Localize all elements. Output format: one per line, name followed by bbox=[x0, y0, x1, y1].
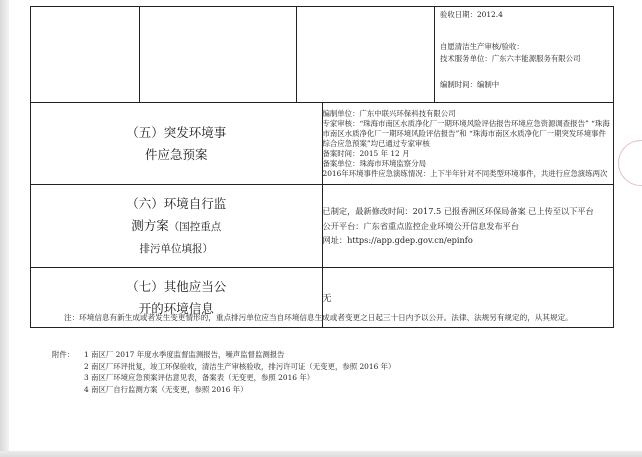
acceptance-date: 编制时间：编制中 bbox=[440, 80, 500, 89]
page-edge-shadow bbox=[0, 0, 9, 457]
attachments-label: 附件： bbox=[52, 350, 75, 359]
acceptance-cell bbox=[31, 7, 614, 103]
heading-line: （六）环境自行监 bbox=[126, 195, 227, 211]
acceptance-time: 验收日期：2012.4 bbox=[440, 10, 503, 19]
heading-line: （七）其他应当公 bbox=[126, 278, 227, 294]
heading-line: （五）突发环境事 bbox=[126, 124, 227, 140]
page-bottom-edge bbox=[0, 451, 642, 457]
attachment-text: 1 南区厂 2017 年度水季度监督监测报告，噪声监督监测报告 bbox=[84, 350, 285, 359]
content-line: 备案单位：珠海市环境监察分局 bbox=[322, 158, 426, 168]
note-text: 注：环境信息有新生成或者发生变更情形的，重点排污单位应当自环境信息生成或者变更之日起三十日内予以公开。法律、法规另有规定的，从其规定。 bbox=[64, 313, 573, 322]
monitoring-plan-content bbox=[322, 185, 614, 268]
content-line: 公开平台：广东省重点监控企业环境公开信息发布平台 bbox=[322, 220, 520, 231]
list-item bbox=[52, 349, 592, 361]
content-line: 备案时间：2015 年 12 月 bbox=[322, 148, 410, 158]
attachment-text: 3 南区厂环境应急预案评估意见表，备案表（无变更，参照 2016 年） bbox=[84, 373, 315, 382]
attachment-text: 2 南区厂环评批复，竣工环保验收，清洁生产审核验收，排污许可证（无变更，参照 2016 年） bbox=[84, 361, 396, 371]
table-note bbox=[64, 312, 604, 323]
seal-stamp-icon bbox=[618, 140, 642, 186]
list-item bbox=[52, 361, 592, 373]
section-heading bbox=[31, 103, 323, 185]
info-table bbox=[30, 6, 614, 328]
acceptance-service: 技术服务单位：广东六丰能源服务有限公司 bbox=[440, 54, 581, 63]
heading-note: （国控重点 bbox=[168, 220, 222, 233]
other-info-content: 无 bbox=[322, 268, 614, 328]
table-row bbox=[31, 103, 614, 185]
content-line: 专家审核：“珠海市南区水质净化厂一期环境风险评估报告环境应急资源调查报告” “珠海市南区水质净化厂一期环境风险评估报告”和 “珠海市南区水质净化厂一期突发环境事件综合应急预案”均已通过专家审核 bbox=[322, 118, 610, 148]
table-row bbox=[31, 7, 614, 103]
emergency-plan-content bbox=[322, 103, 614, 185]
section-heading bbox=[31, 185, 323, 268]
heading-line: 件应急预案 bbox=[144, 146, 208, 162]
column-divider bbox=[139, 7, 140, 102]
acceptance-body: 自愿清洁生产审核/验收： bbox=[440, 42, 524, 51]
attachments-list bbox=[52, 349, 592, 395]
list-item bbox=[52, 384, 592, 396]
list-item bbox=[52, 372, 592, 384]
attachment-text: 4 南区厂自行监测方案（无变更，参照 2016 年） bbox=[84, 384, 248, 394]
column-divider bbox=[296, 7, 297, 102]
content-line: 编制单位：广东中联兴环保科技有限公司 bbox=[322, 108, 456, 118]
heading-line: 开的环境信息 bbox=[138, 300, 214, 316]
heading-line bbox=[31, 215, 322, 238]
content-line: 网址：https://app.gdep.gov.cn/epinfo bbox=[322, 235, 473, 246]
column-divider bbox=[434, 7, 435, 102]
content-line: 2016年环境事件应急演练情况：上下半年针对不同类型环境事件，共进行应急演练两次 bbox=[322, 168, 608, 178]
heading-line: 排污单位填报） bbox=[139, 242, 213, 255]
heading-part: 测方案 bbox=[131, 217, 169, 233]
content-line: 已制定，最新修改时间：2017.5 已报香洲区环保局备案 已上传至以下平台 bbox=[322, 206, 594, 217]
table-row bbox=[31, 185, 614, 268]
